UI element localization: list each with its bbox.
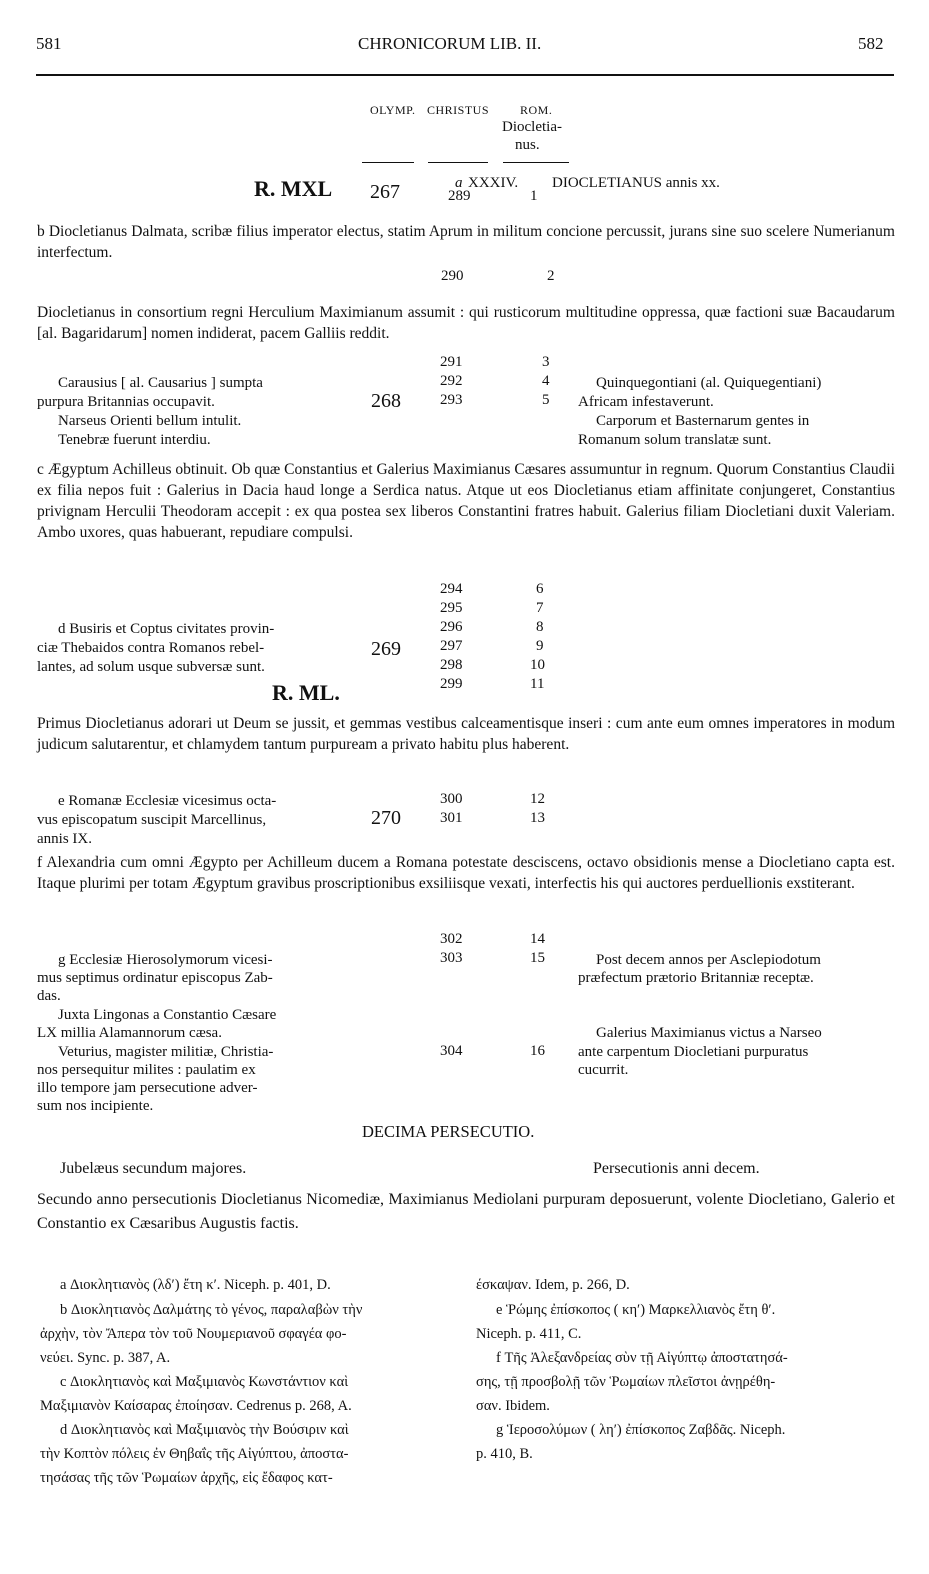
- footnote-left-6: Μαξιμιανὸν Καίσαρας ἐποίησαν. Cedrenus p. 268, A.: [40, 1398, 352, 1414]
- block-g-right-3: Galerius Maximianus victus a Narseo: [596, 1025, 822, 1041]
- col-rom-sub2: nus.: [515, 137, 540, 153]
- footnote-left-3: ἀρχὴν, τὸν Ἄπερα τὸν τοῦ Νουμεριανοῦ σφαγέα φο-: [40, 1326, 347, 1342]
- col-christus: CHRISTUS: [427, 103, 490, 117]
- block268-right-2: Africam infestaverunt.: [578, 394, 714, 410]
- rom-6: 6: [536, 581, 544, 597]
- footnote-right-8: p. 410, B.: [476, 1446, 533, 1462]
- footnote-left-1: a Διοκλητιανὸς (λδʹ) ἔτη κʹ. Niceph. p. 401, D.: [60, 1277, 331, 1293]
- rom-8: 8: [536, 619, 544, 635]
- block-g-left-2: mus septimus ordinatur episcopus Zab-: [37, 970, 273, 986]
- block-g-left-9: sum nos incipiente.: [37, 1098, 154, 1114]
- r-ml-label: R. ML.: [272, 680, 340, 705]
- christ-296: 296: [440, 619, 463, 635]
- running-title: CHRONICORUM LIB. II.: [358, 34, 542, 53]
- block269-left-2: ciæ Thebaidos contra Romanos rebel-: [37, 640, 265, 656]
- rom-16: 16: [530, 1043, 545, 1059]
- christ-295: 295: [440, 600, 463, 616]
- persecution-years-note: Persecutionis anni decem.: [593, 1160, 760, 1177]
- paragraph-primus: Primus Diocletianus adorari ut Deum se jussit, et gemmas vestibus calceamentisque inseri : cum ante eum omnes imperatores in modum judicum salutarentur, et chlamydem tantum purpuream a privato habitu plus haberent.: [37, 715, 895, 753]
- paragraph-secundo: Secundo anno persecutionis Diocletianus Nicomediæ, Maximianus Mediolani purpuram deposuerunt, volente Diocletiano, Galerio et Constantio ex Cæsaribus Augustis factis.: [37, 1191, 895, 1232]
- olymp-267: 267: [370, 181, 400, 203]
- christ-302: 302: [440, 931, 463, 947]
- col-rule-olymp: [362, 162, 414, 163]
- olymp-year: XXXIV.: [468, 175, 519, 191]
- olymp-269: 269: [371, 638, 401, 660]
- block268-right-3: Carporum et Basternarum gentes in: [596, 413, 810, 429]
- rom-3: 3: [542, 354, 550, 370]
- header-rule: [36, 74, 894, 76]
- christ-304: 304: [440, 1043, 463, 1059]
- block268-left-1: Carausius [ al. Causarius ] sumpta: [58, 375, 263, 391]
- rom-2: 2: [547, 268, 555, 284]
- footnote-left-8: τὴν Κοπτὸν πόλεις ἐν Θηβαΐς τῆς Αἰγύπτου, ἀποστα-: [40, 1446, 349, 1462]
- rom-9: 9: [536, 638, 544, 654]
- christ-290: 290: [441, 268, 464, 284]
- block-g-left-5: LX millia Alamannorum cæsa.: [37, 1025, 222, 1041]
- jubelaeus-note: Jubelæus secundum majores.: [60, 1160, 247, 1177]
- footnote-left-2: b Διοκλητιανὸς Δαλμάτης τὸ γένος, παραλαβὼν τὴν: [60, 1302, 363, 1318]
- block268-right-4: Romanum solum translatæ sunt.: [578, 432, 772, 448]
- christ-303: 303: [440, 950, 463, 966]
- block270-left-1: e Romanæ Ecclesiæ vicesimus octa-: [58, 793, 277, 809]
- footnote-left-9: τησάσας τῆς τῶν Ῥωμαίων ἀρχῆς, εἰς ἔδαφος κατ-: [40, 1470, 333, 1486]
- footnote-right-1: έσκαψαν. Idem, p. 266, D.: [476, 1277, 630, 1293]
- rom-7: 7: [536, 600, 544, 616]
- block-g-left-8: illo tempore jam persecutione adver-: [37, 1080, 258, 1096]
- paragraph-b: b Diocletianus Dalmata, scribæ filius imperator electus, statim Aprum in militum concione percussit, jurans sine suo scelere Numerianum interfectum.: [37, 223, 895, 261]
- rom-13: 13: [530, 810, 545, 826]
- christ-294: 294: [440, 581, 463, 597]
- block270-left-3: annis IX.: [37, 831, 92, 847]
- footnote-right-3: Niceph. p. 411, C.: [476, 1326, 582, 1342]
- block270-left-2: vus episcopatum suscipit Marcellinus,: [37, 812, 267, 828]
- block268-left-2: purpura Britannias occupavit.: [37, 394, 215, 410]
- rom-4: 4: [542, 373, 550, 389]
- footnote-left-7: d Διοκλητιανὸς καὶ Μαξιμιανὸς τὴν Βούσιριν καὶ: [60, 1422, 349, 1438]
- block269-left-1: d Busiris et Coptus civitates provin-: [58, 621, 275, 637]
- right-page-number: 582: [858, 34, 884, 53]
- section-heading: DIOCLETIANUS annis xx.: [552, 175, 720, 191]
- christ-297: 297: [440, 638, 463, 654]
- olymp-270: 270: [371, 807, 401, 829]
- block-g-left-1: g Ecclesiæ Hierosolymorum vicesi-: [58, 952, 273, 968]
- block-g-right-4: ante carpentum Diocletiani purpuratus: [578, 1044, 809, 1060]
- footnote-right-4: f Τῆς Ἀλεξανδρείας σὺν τῇ Αἰγύπτῳ ἀποστατησά-: [496, 1350, 788, 1366]
- rom-1: 1: [530, 188, 538, 204]
- footnote-left-4: νεύει. Sync. p. 387, A.: [40, 1350, 171, 1366]
- col-rom: ROM.: [520, 103, 553, 117]
- rom-5: 5: [542, 392, 550, 408]
- block269-left-3: lantes, ad solum usque subversæ sunt.: [37, 659, 265, 675]
- christ-299: 299: [440, 676, 463, 692]
- col-olymp: OLYMP.: [370, 103, 416, 117]
- decima-persecutio: DECIMA PERSECUTIO.: [362, 1122, 535, 1141]
- block-g-left-7: nos persequitur milites : paulatim ex: [37, 1062, 256, 1078]
- rom-15: 15: [530, 950, 545, 966]
- r-mxl-label: R. MXL: [254, 176, 333, 201]
- footnote-right-7: g Ἱεροσολύμων ( ληʹ) ἐπίσκοπος Ζαβδᾶς. Niceph.: [496, 1422, 786, 1438]
- footnote-right-2: e Ῥώμης ἐπίσκοπος ( κηʹ) Μαρκελλιανὸς ἔτη θʹ.: [496, 1302, 776, 1318]
- col-rule-rom: [503, 162, 569, 163]
- rom-14: 14: [530, 931, 545, 947]
- olymp-268: 268: [371, 390, 401, 412]
- block-g-left-6: Veturius, magister militiæ, Christia-: [58, 1044, 274, 1060]
- christ-291: 291: [440, 354, 463, 370]
- paragraph-c: c Ægyptum Achilleus obtinuit. Ob quæ Constantius et Galerius Maximianus Cæsares assumuntur in regnum. Quorum Constantius Claudii ex filia nepos fuit : Galerius in Dacia haud longe a Serdica natus. Atque ut eos Diocletianus etiam affinitate conjungeret, Constantius privignam Herculii Theodoram accepit : ex qua postea sex liberos Constantini fratres habuit. Galerius filiam Diocletiani duxit Valeriam. Ambo uxores, quas habuerant, repudiare compulsi.: [37, 461, 895, 541]
- block268-left-4: Tenebræ fuerunt interdiu.: [58, 432, 211, 448]
- block268-right-1: Quinquegontiani (al. Quiquegentiani): [596, 375, 822, 391]
- christ-289: 289: [448, 188, 471, 204]
- block268-left-3: Narseus Orienti bellum intulit.: [58, 413, 242, 429]
- paragraph-f: f Alexandria cum omni Ægypto per Achilleum ducem a Romana potestate desciscens, octavo obsidionis mense a Diocletiano capta est. Itaque plurimi per totam Ægyptum gravibus proscriptionibus exsiliisque vexati, interfectis his qui auctores perduellionis exstiterant.: [37, 854, 895, 892]
- rom-11: 11: [530, 676, 545, 692]
- col-rom-sub1: Diocletia-: [502, 119, 562, 135]
- footnote-right-6: σαν. Ibidem.: [476, 1398, 550, 1414]
- block-g-right-1: Post decem annos per Asclepiodotum: [596, 952, 821, 968]
- block-g-right-2: præfectum prætorio Britanniæ receptæ.: [578, 970, 814, 986]
- col-rule-christus: [428, 162, 488, 163]
- rom-12: 12: [530, 791, 545, 807]
- rom-10: 10: [530, 657, 545, 673]
- christ-293: 293: [440, 392, 463, 408]
- footnote-right-5: σης, τῇ προσβολῇ τῶν Ῥωμαίων πλεῖστοι ἀνῃρέθη-: [476, 1374, 776, 1390]
- christ-301: 301: [440, 810, 463, 826]
- block-g-left-4: Juxta Lingonas a Constantio Cæsare: [58, 1007, 277, 1023]
- paragraph-maximianus: Diocletianus in consortium regni Herculium Maximianum assumit : qui rusticorum multitudine oppressa, quæ factioni suæ Bacaudarum [al. Bagaridarum] nomen indiderat, pacem Galliis reddit.: [37, 304, 895, 342]
- note-letter-a: a: [455, 175, 463, 191]
- christ-300: 300: [440, 791, 463, 807]
- block-g-left-3: das.: [37, 988, 61, 1004]
- block-g-right-5: cucurrit.: [578, 1062, 629, 1078]
- christ-298: 298: [440, 657, 463, 673]
- left-page-number: 581: [36, 34, 62, 53]
- footnote-left-5: c Διοκλητιανὸς καὶ Μαξιμιανὸς Κωνστάντιον καὶ: [60, 1374, 349, 1390]
- christ-292: 292: [440, 373, 463, 389]
